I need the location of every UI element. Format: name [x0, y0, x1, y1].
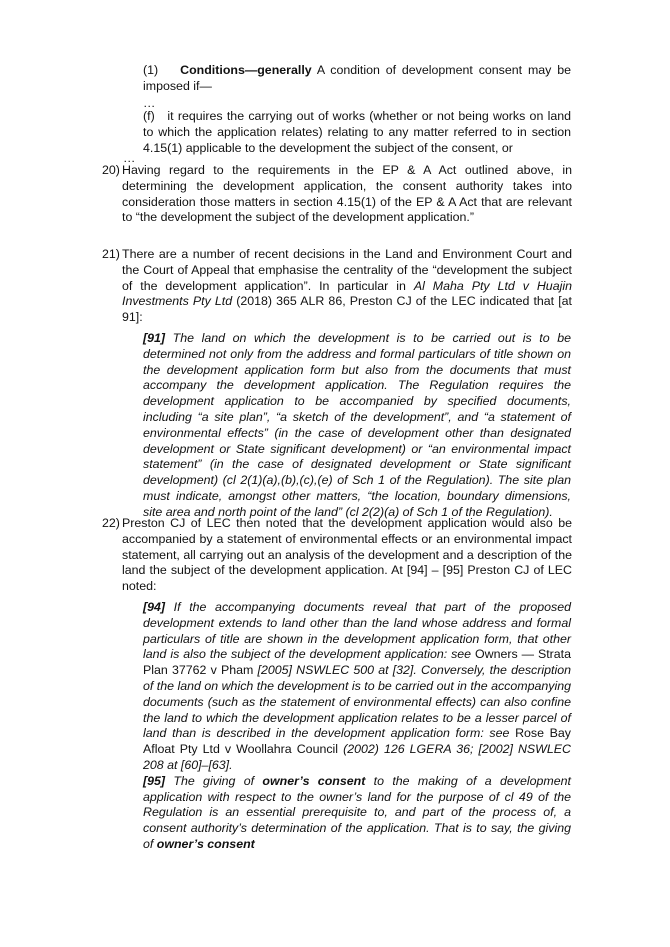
quote-text: The land on which the development is to be carried out is to be determined not only from the address and formal particulars of title shown on the development application form but also from the documents that must accompany the development application. The Regulation requires the development application to be accompanied by specified documents, including “a site plan”, “a sketch of the development”, and “a statement of environmental effects” (in the case of development other than designated development or State significant development) or “an environmental impact statement” (in the case of designated development or State significant development) (cl 2(1)(a),(b),(c),(e) of Sch 1 of the Regulation). The site plan must indicate, amongst other matters, “the location, boundary dimensions, site area and north point of the land” (cl 2(2)(a) of Sch 1 of the Regulation). — [143, 331, 571, 519]
quote-paragraph-number: [95] — [143, 773, 166, 788]
clause-1-text: A condition of development consent may be imposed if— — [143, 63, 571, 93]
ellipsis: … — [143, 96, 156, 110]
quote-95 — [143, 774, 571, 853]
clause-1 — [143, 63, 571, 95]
paragraph-text — [122, 247, 572, 326]
clause-f-text: it requires the carrying out of works (whether or not being works on land to which the application relates) relating to any matter referred to in section 4.15(1) applicable to the development the subject of the consent, or — [143, 109, 571, 155]
quote-91 — [143, 331, 571, 521]
clause-f-number: (f) — [143, 109, 155, 123]
paragraph-number: 22) — [102, 516, 120, 530]
paragraph-text-part: There are a number of recent decisions in the Land and Environment Court and the Court of Appeal that emphasise the centrality of the “development the subject of the development application”. In particular in — [122, 247, 572, 293]
paragraph-22 — [102, 516, 572, 595]
quote-paragraph-number: [94] — [143, 600, 166, 614]
clause-1-number: (1) — [143, 63, 159, 77]
paragraph-number: 20) — [102, 163, 120, 177]
quote-paragraph-number: [91] — [143, 331, 166, 345]
clause-f — [143, 109, 571, 156]
quote-94-95 — [143, 600, 571, 853]
quote-94 — [143, 600, 571, 774]
case-citation: Owners — Strata Plan 37762 v Pham — [143, 647, 572, 678]
quote-text: [2005] NSWLEC 500 at [32]. Conversely, the description of the land on which the development is to be carried out in the accompanying documents (such as the statement of environmental effects) can also confine the land to which the development application relates to be a lesser parcel of land than is described in the development application form: see — [143, 663, 571, 741]
emphasis: owner’s consent — [262, 773, 366, 788]
quote-text: to the making of a development application with respect to the owner’s land for the purpose of cl 49 of the Regulation is an essential prerequisite to, and part of the process of, a consent authority’s determination of the application. That is to say, the giving of — [143, 773, 571, 851]
quote-text: (2002) 126 LGERA 36; [2002] NSWLEC 208 at [60]–[63]. — [143, 742, 571, 772]
quote-text: If the accompanying documents reveal that part of the proposed development extends to land other than the land whose address and formal particulars of title are shown in the development application form, that other land is also the subject of the development application: see — [143, 600, 571, 662]
paragraph-20 — [102, 163, 572, 226]
paragraph-text: Having regard to the requirements in the EP & A Act outlined above, in determining the development application, the consent authority takes into consideration those matters in section 4.15(1) of the EP & A Act that are relevant to “the development the subject of the development application.” — [122, 163, 572, 225]
case-citation: Al Maha Pty Ltd v Huajin Investments Pty Ltd — [122, 278, 572, 309]
paragraph-text: Preston CJ of LEC then noted that the development application would also be accompanied by a statement of environmental effects or an environmental impact statement, all carrying out an analysis of the development and a description of the land the subject of the development application. At [94] – [95] Preston CJ of LEC noted: — [122, 516, 572, 594]
quote-text: The giving of — [165, 773, 263, 788]
ellipsis: … — [123, 151, 136, 165]
case-citation: Rose Bay Afloat Pty Ltd v Woollahra Council — [143, 726, 571, 757]
emphasis: owner’s consent — [156, 836, 255, 851]
clause-1-heading: Conditions—generally — [180, 63, 312, 77]
paragraph-text-part: (2018) 365 ALR 86, Preston CJ of the LEC indicated that [at 91]: — [122, 294, 572, 325]
paragraph-21 — [102, 247, 572, 326]
paragraph-number: 21) — [102, 247, 120, 261]
